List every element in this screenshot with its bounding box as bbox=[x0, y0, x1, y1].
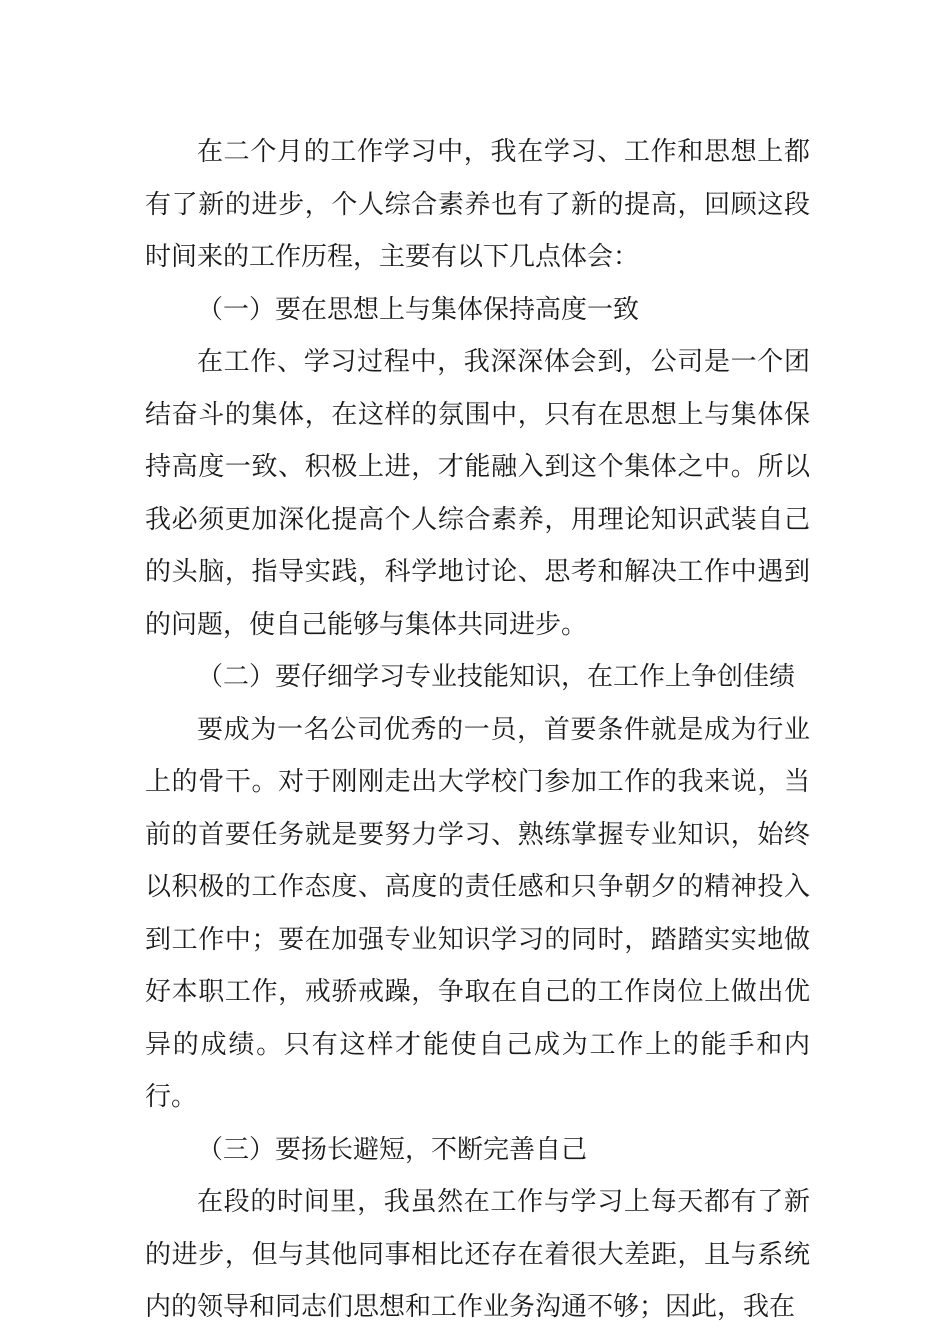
section-heading-2: （二）要仔细学习专业技能知识，在工作上争创佳绩 bbox=[197, 662, 796, 692]
section-heading-3: （三）要扬长避短，不断完善自己 bbox=[197, 1134, 588, 1165]
section-heading-1: （一）要在思想上与集体保持高度一致 bbox=[197, 294, 640, 325]
paragraph-section-2: 要成为一名公司优秀的一员，首要条件就是成为行业上的骨干。对于刚刚走出大学校门参加工作的我来说，当前的首要任务就是要努力学习、熟练掌握专业知识，始终以积极的工作态度、高度的责任感和只争朝夕的精神投入到工作中；要在加强专业知识学习的同时，踏踏实实地做好本职工作，戒骄戒躁，争取在自己的工作岗位上做出优异的成绩。只有这样才能使自己成为工作上的能手和内行。 bbox=[145, 714, 810, 1112]
paragraph-section-3: 在段的时间里，我虽然在工作与学习上每天都有了新的进步，但与其他同事相比还存在着很大差距，且与系统内的领导和同志们思想和工作业务沟通不够；因此，我在 bbox=[145, 1187, 810, 1322]
paragraph-section-1: 在工作、学习过程中，我深深体会到，公司是一个团结奋斗的集体，在这样的氛围中，只有在思想上与集体保持高度一致、积极上进，才能融入到这个集体之中。所以我必须更加深化提高个人综合素养，用理论知识武装自己的头脑，指导实践，科学地讨论、思考和解决工作中遇到的问题，使自己能够与集体共同进步。 bbox=[145, 347, 810, 640]
document-page bbox=[145, 126, 810, 1334]
paragraph-intro: 在二个月的工作学习中，我在学习、工作和思想上都有了新的进步，个人综合素养也有了新的提高，回顾这段时间来的工作历程，主要有以下几点体会： bbox=[145, 137, 810, 272]
